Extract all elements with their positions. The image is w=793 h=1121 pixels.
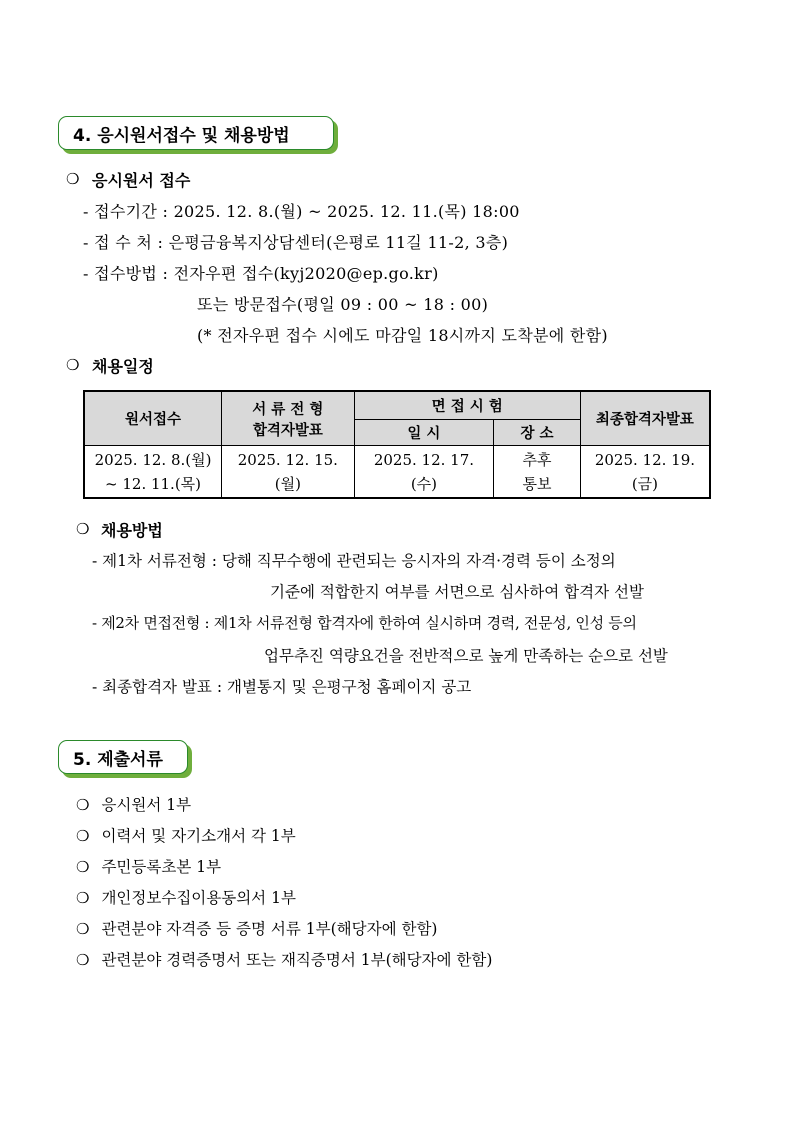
bullet-circle-icon: ❍ [76, 889, 90, 907]
list-item [76, 948, 492, 979]
receipt-method-note: (* 전자우편 접수 시에도 마감일 18시까지 도착분에 한함) [197, 326, 608, 345]
document-item-text: 응시원서 1부 [101, 796, 192, 814]
method-line-2b: 업무추진 역량요건을 전반적으로 높게 만족하는 순으로 선발 [264, 647, 668, 665]
cell-final [580, 446, 710, 499]
method-line-2: - 제2차 면접전형 : 제1차 서류전형 합격자에 한하여 실시하며 경력, 전문성, 인성 등의 [92, 614, 637, 632]
header-interview-place: 장 소 [494, 420, 581, 446]
receipt-period: - 접수기간 : 2025. 12. 8.(월) ~ 2025. 12. 11.(목) 18:00 [83, 202, 520, 221]
cell-document-line2: (월) [274, 474, 301, 493]
document-item-text: 이력서 및 자기소개서 각 1부 [101, 827, 296, 845]
cell-final-line1: 2025. 12. 19. [594, 450, 696, 469]
section-4-heading [58, 116, 334, 150]
schedule-table [83, 390, 711, 499]
document-item-text: 관련분야 경력증명서 또는 재직증명서 1부(해당자에 한함) [101, 951, 493, 969]
method-title: 채용방법 [101, 521, 163, 540]
cell-document-line1: 2025. 12. 15. [237, 450, 338, 469]
bullet-circle-icon: ❍ [66, 356, 80, 374]
cell-receipt-line2: ~ 12. 11.(목) [105, 474, 202, 493]
bullet-circle-icon: ❍ [76, 920, 90, 938]
schedule-title: 채용일정 [92, 357, 154, 376]
header-receipt: 원서접수 [84, 391, 222, 446]
list-item [76, 793, 492, 824]
header-final: 최종합격자발표 [580, 391, 710, 446]
document-item-text: 개인정보수집이용동의서 1부 [101, 889, 296, 907]
cell-interview-date-line2: (수) [410, 474, 438, 493]
bullet-circle-icon: ❍ [76, 520, 90, 538]
cell-interview-place-line1: 추후 [522, 450, 552, 469]
bullet-circle-icon: ❍ [76, 827, 90, 845]
cell-receipt [84, 446, 222, 499]
document-item-text: 주민등록초본 1부 [101, 858, 222, 876]
document-item-text: 관련분야 자격증 등 증명 서류 1부(해당자에 한함) [101, 920, 438, 938]
cell-interview-place-line2: 통보 [522, 474, 552, 493]
receipt-method-visit: 또는 방문접수(평일 09 : 00 ~ 18 : 00) [197, 295, 489, 314]
header-interview: 면 접 시 험 [354, 391, 580, 420]
bullet-circle-icon: ❍ [76, 951, 90, 969]
header-interview-date: 일 시 [354, 420, 494, 446]
cell-receipt-line1: 2025. 12. 8.(월) [94, 450, 212, 469]
list-item [76, 886, 492, 917]
cell-interview-date [354, 446, 494, 499]
receipt-method: - 접수방법 : 전자우편 접수(kyj2020@ep.go.kr) [83, 264, 439, 283]
list-item [76, 824, 492, 855]
section-5-heading [58, 740, 188, 774]
list-item [76, 855, 492, 886]
documents-list [76, 793, 492, 979]
header-document-line1: 서 류 전 형 [252, 401, 324, 418]
bullet-circle-icon: ❍ [66, 170, 80, 188]
bullet-circle-icon: ❍ [76, 858, 90, 876]
method-line-1: - 제1차 서류전형 : 당해 직무수행에 관련되는 응시자의 자격·경력 등이 소정의 [92, 552, 616, 570]
header-document-screening [222, 391, 355, 446]
section-5-heading-text: 5. 제출서류 [73, 749, 163, 770]
receipt-title: 응시원서 접수 [92, 171, 191, 190]
cell-document [222, 446, 355, 499]
cell-interview-date-line1: 2025. 12. 17. [373, 450, 475, 469]
bullet-circle-icon: ❍ [76, 796, 90, 814]
receipt-place: - 접 수 처 : 은평금융복지상담센터(은평로 11길 11-2, 3층) [83, 233, 509, 252]
list-item [76, 917, 492, 948]
cell-interview-place [494, 446, 581, 499]
method-line-3: - 최종합격자 발표 : 개별통지 및 은평구청 홈페이지 공고 [92, 678, 472, 696]
cell-final-line2: (금) [631, 474, 659, 493]
method-line-1b: 기준에 적합한지 여부를 서면으로 심사하여 합격자 선발 [270, 583, 644, 601]
section-4-heading-text: 4. 응시원서접수 및 채용방법 [73, 125, 290, 146]
header-document-line2: 합격자발표 [252, 422, 323, 439]
